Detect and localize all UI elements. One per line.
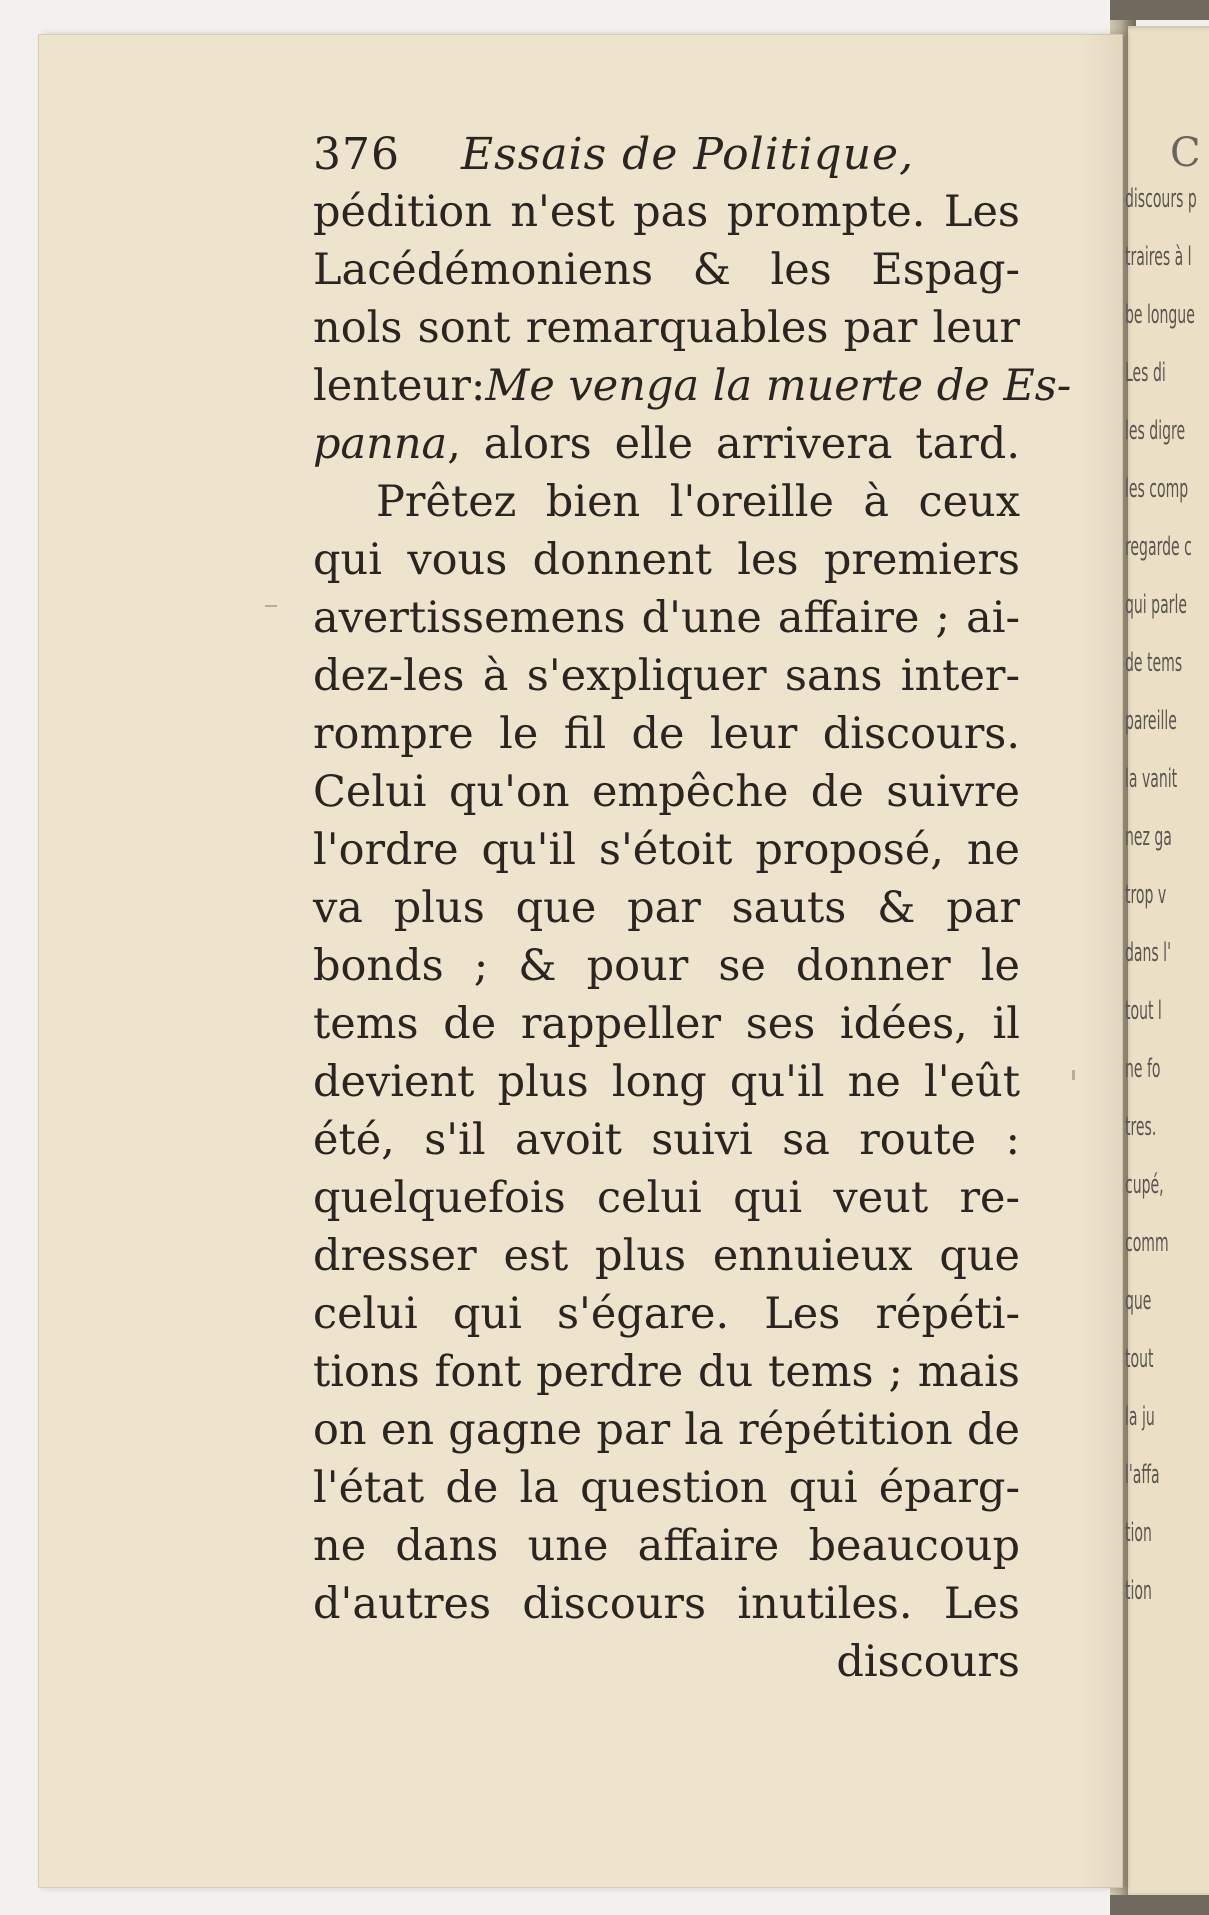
facing-fragment: be longue — [1125, 301, 1195, 330]
facing-fragment: cupé, — [1125, 1171, 1164, 1200]
text-line: l'ordre qu'il s'étoit proposé, ne — [313, 825, 1020, 875]
facing-fragment: traires à l — [1125, 243, 1192, 272]
text-fragment: lenteur: — [313, 361, 486, 411]
italic-quote: Me venga la muerte de Es- — [485, 361, 1072, 411]
text-line: d'autres discours inutiles. Les — [313, 1579, 1020, 1629]
page-text — [313, 127, 1072, 1691]
facing-fragment: que — [1125, 1287, 1152, 1316]
text-line: bonds ; & pour se donner le — [313, 941, 1020, 991]
paper-speck — [265, 605, 277, 607]
text-line: ne dans une affaire beaucoup — [313, 1521, 1020, 1571]
facing-fragment: les comp — [1125, 475, 1189, 504]
text-line: rompre le fil de leur discours. — [313, 709, 1020, 759]
text-line: Prêtez bien l'oreille à ceux — [376, 477, 1020, 527]
paper-speck — [1072, 1070, 1075, 1080]
text-line: nols sont remarquables par leur — [313, 303, 1020, 353]
facing-fragment: qui parle — [1125, 591, 1187, 620]
text-line: avertissemens d'une affaire ; ai- — [313, 593, 1020, 643]
text-line: va plus que par sauts & par — [313, 883, 1020, 933]
text-line: celui qui s'égare. Les répéti- — [313, 1289, 1020, 1339]
facing-fragment: tion — [1125, 1577, 1152, 1606]
facing-fragment: nez ga — [1125, 823, 1172, 852]
page-number: 376 — [313, 129, 400, 180]
running-title: Essais de Politique, — [461, 129, 915, 180]
text-line: dresser est plus ennuieux que — [313, 1231, 1020, 1281]
italic-quote-end: panna — [313, 419, 448, 469]
facing-fragment: tion — [1125, 1519, 1152, 1548]
facing-fragment: la ju — [1125, 1403, 1155, 1432]
facing-fragment: discours p — [1125, 185, 1197, 214]
facing-fragment: dans l' — [1125, 939, 1171, 968]
text-line — [313, 357, 1072, 415]
facing-fragment: comm — [1125, 1229, 1169, 1258]
text-line: Celui qu'on empêche de suivre — [313, 767, 1020, 817]
text-line: dez-les à s'expliquer sans inter- — [313, 651, 1020, 701]
facing-page-text — [1125, 185, 1209, 1635]
facing-fragment: de tems — [1125, 649, 1183, 678]
text-line: Lacédémoniens & les Espag- — [313, 245, 1020, 295]
facing-fragment: trop v — [1125, 881, 1167, 910]
facing-fragment: ne fo — [1125, 1055, 1161, 1084]
book-edge-bottom — [1110, 1895, 1209, 1915]
text-line: l'état de la question qui éparg- — [313, 1463, 1020, 1513]
catchword: discours — [836, 1637, 1020, 1687]
text-line: pédition n'est pas prompte. Les — [313, 187, 1020, 237]
facing-fragment: la vanit — [1125, 765, 1178, 794]
facing-fragment: regarde c — [1125, 533, 1192, 562]
facing-fragment: l'affa — [1125, 1461, 1160, 1490]
text-line: été, s'il avoit suivi sa route : — [313, 1115, 1020, 1165]
text-line: quelquefois celui qui veut re- — [313, 1173, 1020, 1223]
facing-fragment: Les di — [1125, 359, 1166, 388]
text-line: on en gagne par la répétition de — [313, 1405, 1020, 1455]
facing-fragment: les digre — [1125, 417, 1186, 446]
facing-fragment: pareille — [1125, 707, 1177, 736]
facing-fragment: tout l — [1125, 997, 1162, 1026]
text-fragment: , alors elle arrivera tard. — [447, 419, 1020, 469]
text-line: qui vous donnent les premiers — [313, 535, 1020, 585]
text-line: devient plus long qu'il ne l'eût — [313, 1057, 1020, 1107]
text-line: tions font perdre du tems ; mais — [313, 1347, 1020, 1397]
facing-fragment: tout — [1125, 1345, 1154, 1374]
text-line: tems de rappeller ses idées, il — [313, 999, 1020, 1049]
facing-fragment: tres. — [1125, 1113, 1157, 1142]
running-head — [313, 127, 1020, 183]
text-line — [313, 415, 1020, 473]
book-edge-top — [1110, 0, 1209, 20]
facing-page-initial: C — [1170, 130, 1201, 176]
